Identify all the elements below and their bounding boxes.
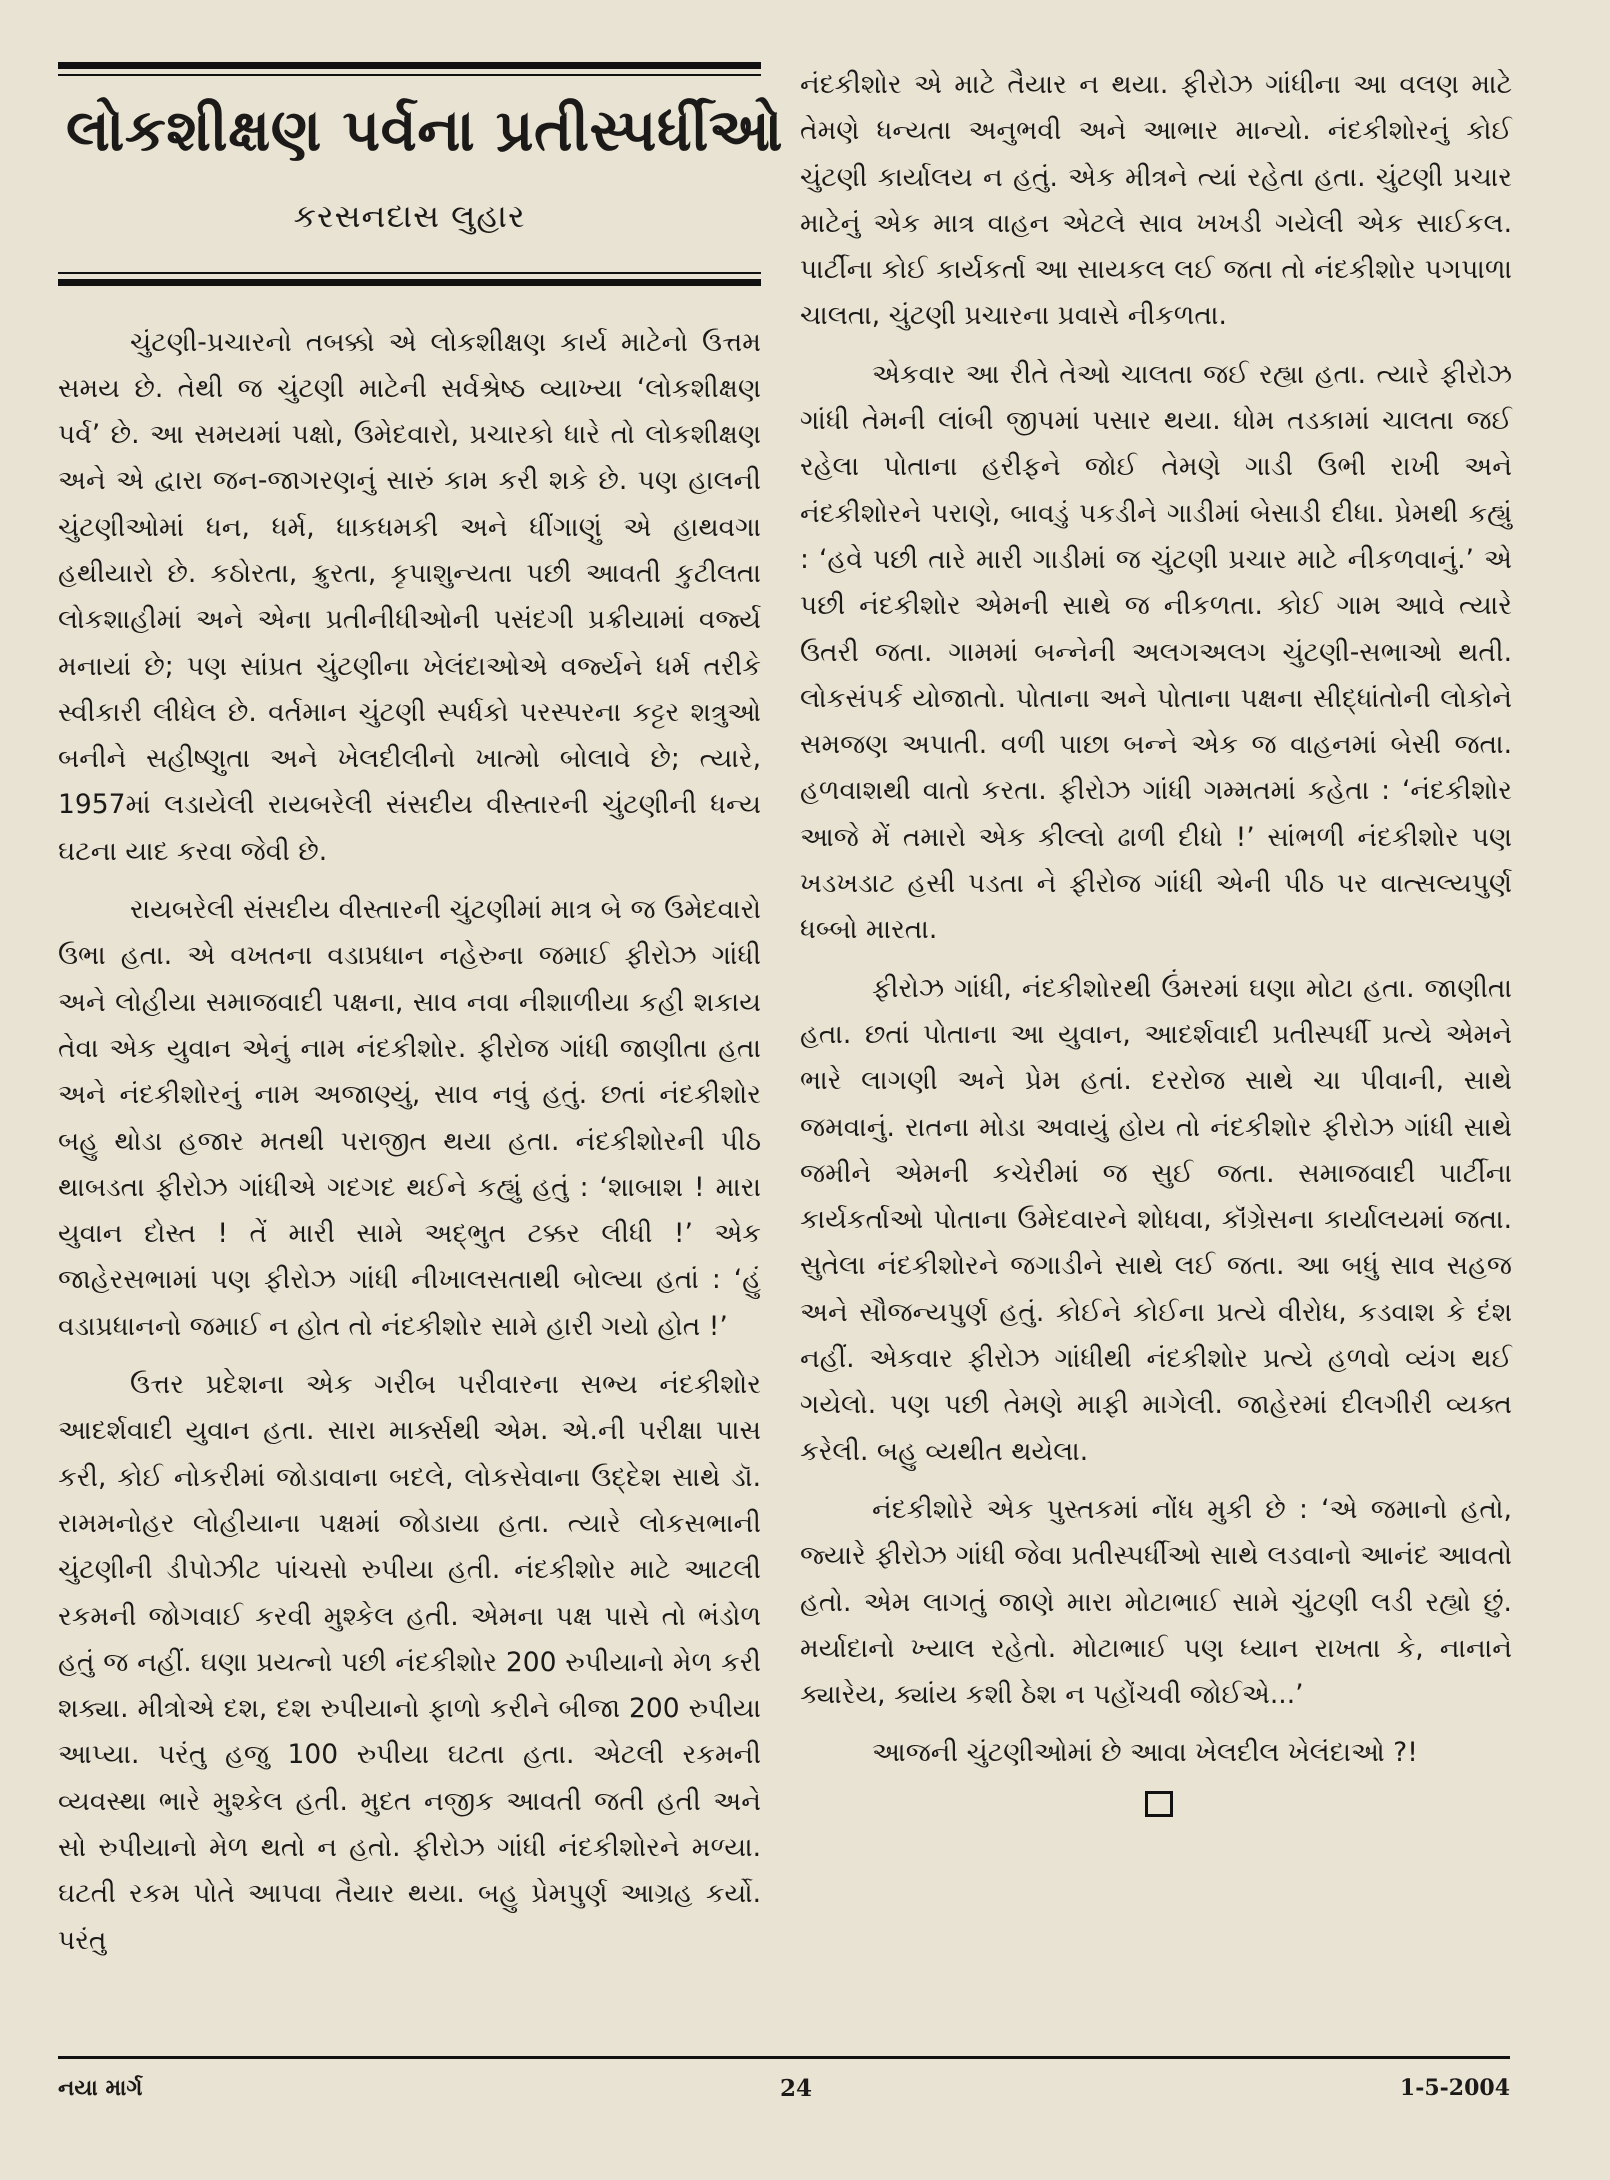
paragraph-intro: ચુંટણી-પ્રચારનો તબક્કો એ લોકશીક્ષણ કાર્ય માટેનો ઉત્તમ સમય છે. તેથી જ ચુંટણી માટેની સર્વશ્રેષ્ઠ વ્યાખ્યા ‘લોકશીક્ષણ પર્વ’ છે. આ સમયમાં પક્ષો, ઉમેદવારો, પ્રચારકો ધારે તો લોકશીક્ષણ અને એ દ્વારા જન-જાગરણનું સારું કામ કરી શકે છે. પણ હાલની ચુંટણીઓમાં ધન, ધર્મ, ધાકધમકી અને ધીંગાણું એ હાથવગા હથીયારો છે. કઠોરતા, ક્રુરતા, કૃપાશુન્યતા પછી આવતી કુટીલતા લોકશાહીમાં અને એના પ્રતીનીધીઓની પસંદગી પ્રક્રીયામાં વર્જ્ય મનાયાં છે; પણ સાંપ્રત ચુંટણીના ખેલંદાઓએ વર્જ્યને ધર્મ તરીકે સ્વીકારી લીધેલ છે. વર્તમાન ચુંટણી સ્પર્ધકો પરસ્પરના કટ્ટર શત્રુઓ બનીને સહીષ્ણુતા અને ખેલદીલીનો ખાત્મો બોલાવે છે; ત્યારે, 1957માં લડાયેલી રાયબરેલી સંસદીય વીસ્તારની ચુંટણીની ધન્ય ઘટના યાદ કરવા જેવી છે. [58,326,761,867]
footer-rule [58,2056,1510,2059]
left-column [58,62,784,1976]
paragraph-friendship: ફીરોઝ ગાંધી, નંદકીશોરથી ઉંમરમાં ઘણા મોટા હતા. જાણીતા હતા. છતાં પોતાના આ યુવાન, આદર્શવાદી પ્રતીસ્પર્ધી પ્રત્યે એમને ભારે લાગણી અને પ્રેમ હતાં. દરરોજ સાથે ચા પીવાની, સાથે જમવાનું. રાતના મોડા અવાયું હોય તો નંદકીશોર ફીરોઝ ગાંધી સાથે જમીને એમની કચેરીમાં જ સુઈ જતા. સમાજવાદી પાર્ટીના કાર્યકર્તાઓ પોતાના ઉમેદવારને શોધવા, કૉંગ્રેસના કાર્યાલયમાં જતા. સુતેલા નંદકીશોરને જગાડીને સાથે લઈ જતા. આ બધું સાવ સહજ અને સૌજન્યપુર્ણ હતું. કોઈને કોઈના પ્રત્યે વીરોધ, કડવાશ કે દંશ નહીં. એકવાર ફીરોઝ ગાંધીથી નંદકીશોર પ્રત્યે હળવો વ્યંગ થઈ ગયેલો. પણ પછી તેમણે માફી માગેલી. જાહેરમાં દીલગીરી વ્યક્ત કરેલી. બહુ વ્યથીત થયેલા. [800,972,1512,1467]
paragraph-continued: નંદકીશોર એ માટે તૈયાર ન થયા. ફીરોઝ ગાંધીના આ વલણ માટે તેમણે ધન્યતા અનુભવી અને આભાર માન્યો. નંદકીશોરનું કોઈ ચુંટણી કાર્યાલય ન હતું. એક મીત્રને ત્યાં રહેતા હતા. ચુંટણી પ્રચાર માટેનું એક માત્ર વાહન એટલે સાવ ખખડી ગયેલી એક સાઈકલ. પાર્ટીના કોઈ કાર્યકર્તા આ સાયકલ લઈ જતા તો નંદકીશોર પગપાળા ચાલતા, ચુંટણી પ્રચારના પ્રવાસે નીકળતા. [800,69,1512,332]
title-rule-bottom [58,272,761,286]
page-footer [58,2075,1510,2115]
paragraph-book-quote: નંદકીશોરે એક પુસ્તકમાં નોંધ મુકી છે : ‘એ જમાનો હતો, જ્યારે ફીરોઝ ગાંધી જેવા પ્રતીસ્પર્ધીઓ સાથે લડવાનો આનંદ આવતો હતો. એમ લાગતું જાણે મારા મોટાભાઈ સામે ચુંટણી લડી રહ્યો છું. મર્યાદાનો ખ્યાલ રહેતો. મોટાભાઈ પણ ધ્યાન રાખતા કે, નાનાને ક્યારેય, ક્યાંય કશી ઠેશ ન પહોંચવી જોઈએ...’ [800,1493,1512,1711]
article-title: લોકશીક્ષણ પર્વના પ્રતીસ્પર્ધીઓ [66,96,784,164]
paragraph-raebareli: રાયબરેલી સંસદીય વીસ્તારની ચુંટણીમાં માત્ર બે જ ઉમેદવારો ઉભા હતા. એ વખતના વડાપ્રધાન નહેરુના જમાઈ ફીરોઝ ગાંધી અને લોહીયા સમાજવાદી પક્ષના, સાવ નવા નીશાળીયા કહી શકાય તેવા એક યુવાન એનું નામ નંદકીશોર. ફીરોજ ગાંધી જાણીતા હતા અને નંદકીશોરનું નામ અજાણ્યું, સાવ નવું હતું. છતાં નંદકીશોર બહુ થોડા હજાર મતથી પરાજીત થયા હતા. નંદકીશોરની પીઠ થાબડતા ફીરોઝ ગાંધીએ ગદગદ થઈને કહ્યું હતું : ‘શાબાશ ! મારા યુવાન દોસ્ત ! તેં મારી સામે અદ્ભુત ટક્કર લીધી !’ એક જાહેરસભામાં પણ ફીરોઝ ગાંધી નીખાલસતાથી બોલ્યા હતાં : ‘હું વડાપ્રધાનનો જમાઈ ન હોત તો નંદકીશોર સામે હારી ગયો હોત !’ [58,894,761,1342]
magazine-name: નયા માર્ગ [58,2075,143,2101]
page-number: 24 [780,2075,813,2102]
right-column [800,62,1512,1817]
paragraph-jeep-ride: એકવાર આ રીતે તેઓ ચાલતા જઈ રહ્યા હતા. ત્યારે ફીરોઝ ગાંધી તેમની લાંબી જીપમાં પસાર થયા. ધોમ તડકામાં ચાલતા જઈ રહેલા પોતાના હરીફને જોઈ તેમણે ગાડી ઉભી રાખી અને નંદકીશોરને પરાણે, બાવડું પકડીને ગાડીમાં બેસાડી દીધા. પ્રેમથી કહ્યું : ‘હવે પછી તારે મારી ગાડીમાં જ ચુંટણી પ્રચાર માટે નીકળવાનું.’ એ પછી નંદકીશોર એમની સાથે જ નીકળતા. કોઈ ગામ આવે ત્યારે ઉતરી જતા. ગામમાં બન્નેની અલગઅલગ ચુંટણી-સભાઓ થતી. લોકસંપર્ક યોજાતો. પોતાના અને પોતાના પક્ષના સીદ્ધાંતોની લોકોને સમજણ અપાતી. વળી પાછા બન્ને એક જ વાહનમાં બેસી જતા. હળવાશથી વાતો કરતા. ફીરોઝ ગાંધી ગમ્મતમાં કહેતા : ‘નંદકીશોર આજે મેં તમારો એક કીલ્લો ઢાળી દીધો !’ સાંભળી નંદકીશોર પણ ખડખડાટ હસી પડતા ને ફીરોજ ગાંધી એની પીઠ પર વાત્સલ્યપુર્ણ ધબ્બો મારતા. [800,358,1512,946]
title-rule-top [58,62,761,69]
issue-date: 1-5-2004 [1399,2075,1510,2101]
article-end-mark [1145,1791,1173,1817]
title-rule-top-thin [58,74,761,76]
article-author: કરસનદાસ લુહાર [293,196,526,235]
paragraph-closing-question: આજની ચુંટણીઓમાં છે આવા ખેલદીલ ખેલંદાઓ ?! [872,1737,1418,1769]
paragraph-nandkishore-background: ઉત્તર પ્રદેશના એક ગરીબ પરીવારના સભ્ય નંદકીશોર આદર્શવાદી યુવાન હતા. સારા માર્ક્સથી એમ. એ.ની પરીક્ષા પાસ કરી, કોઈ નોકરીમાં જોડાવાના બદલે, લોકસેવાના ઉદ્દેશ સાથે ડૉ. રામમનોહર લોહીયાના પક્ષમાં જોડાયા હતા. ત્યારે લોકસભાની ચુંટણીની ડીપોઝીટ પાંચસો રુપીયા હતી. નંદકીશોર માટે આટલી રકમની જોગવાઈ કરવી મુશ્કેલ હતી. એમના પક્ષ પાસે તો ભંડોળ હતું જ નહીં. ઘણા પ્રયત્નો પછી નંદકીશોર 200 રુપીયાનો મેળ કરી શક્યા. મીત્રોએ દશ, દશ રુપીયાનો ફાળો કરીને બીજા 200 રુપીયા આપ્યા. પરંતુ હજુ 100 રુપીયા ઘટતા હતા. એટલી રકમની વ્યવસ્થા ભારે મુશ્કેલ હતી. મુદત નજીક આવતી જતી હતી અને સો રુપીયાનો મેળ થતો ન હતો. ફીરોઝ ગાંધી નંદકીશોરને મળ્યા. ઘટતી રકમ પોતે આપવા તૈયાર થયા. બહુ પ્રેમપુર્ણ આગ્રહ કર્યો. પરંતુ [58,1369,761,1956]
